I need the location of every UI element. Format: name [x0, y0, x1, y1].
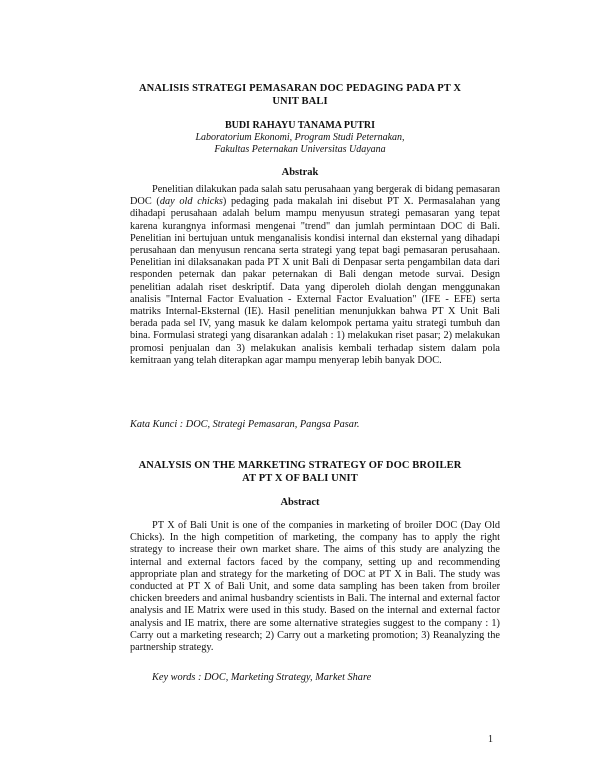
- affiliation-line-2: Fakultas Peternakan Universitas Udayana: [214, 144, 386, 155]
- abstrak-body: [130, 184, 500, 367]
- abstrak-keywords: Kata Kunci : DOC, Strategi Pemasaran, Pangsa Pasar.: [130, 419, 360, 430]
- abstract-body: [130, 520, 500, 654]
- abstract-heading: Abstract: [280, 497, 320, 508]
- abstrak-body-post: ) pedaging pada makalah ini disebut PT X. Permasalahan yang dihadapi perusahaan adalah belum mampu menyusun strategi pemasaran yang tepat karena kurangnya informasi mengenai "trend" dan jumlah permintaan DOC di Bali. Penelitian ini bertujuan untuk menganalisis kondisi internal dan eksternal yang dihadapi perusahaan dan menyusun rencana serta strategi yang tepat bagi pemasaran perusahaan. Penelitian ini dilaksanakan pada PT X unit Bali di Denpasar serta pengambilan data dari responden peternak dan pakar peternakan di Bali dengan metode survai. Design penelitian adalah riset deskriptif. Data yang diperoleh diolah dengan menggunakan analisis "Internal Factor Evaluation - External Factor Evaluation" (IFE - EFE) serta matriks Internal-Eksternal (IE). Hasil penelitian menunjukkan bahwa PT X Unit Bali berada pada sel IV, yang masuk ke dalam kelompok pertama yaitu strategi tumbuh dan bina. Formulasi strategi yang disarankan adalah : 1) melakukan riset pasar; 2) melakukan promosi penjualan dan 3) melakukan analisis kembali terhadap sistem dalam pola kemitraan yang telah diterapkan agar mampu menyerap lebih banyak DOC.: [130, 196, 501, 366]
- affiliation: [110, 132, 490, 156]
- abstrak-body-pre: Penelitian dilakukan pada salah satu perusahaan yang bergerak di bidang pemasaran DOC (: [130, 184, 500, 208]
- abstrak-heading: Abstrak: [281, 167, 319, 178]
- indonesian-title-line-1: ANALISIS STRATEGI PEMASARAN DOC PEDAGING PADA PT X: [138, 83, 462, 94]
- page-number: 1: [488, 734, 493, 745]
- affiliation-line-1: Laboratorium Ekonomi, Program Studi Peternakan,: [195, 132, 405, 143]
- indonesian-title: [110, 82, 490, 108]
- author-name: BUDI RAHAYU TANAMA PUTRI: [224, 120, 376, 131]
- indonesian-title-line-2: UNIT BALI: [272, 96, 328, 107]
- english-title-line-1: ANALYSIS ON THE MARKETING STRATEGY OF DOC BROILER: [138, 460, 462, 471]
- english-title: [110, 459, 490, 485]
- abstract-body-text: PT X of Bali Unit is one of the companies in marketing of broiler DOC (Day Old Chicks). In the high competition of marketing, the company has to apply the right strategy to increase their own market share. The aims of this study are analyzing the internal and external factors faced by the company, setting up and recommending appropriate plan and strategy for the marketing of DOC at PT X in Bali. The study was conducted at PT X of Bali Unit, and some data sampling has been taken from broiler chicken breeders and animal husbandry scientists in Bali. The internal and external factor analysis and IE Matrix were used in this study. Based on the internal and external factor analysis and IE matrix, there are some alternative strategies suggest to the company : 1) Carry out a marketing research; 2) Carry out a marketing promotion; 3) Reanalyzing the partnership strategy.: [130, 520, 500, 654]
- abstrak-body-italic: day old chicks: [159, 196, 223, 208]
- abstract-keywords: Key words : DOC, Marketing Strategy, Market Share: [152, 672, 372, 683]
- english-title-line-2: AT PT X OF BALI UNIT: [242, 473, 358, 484]
